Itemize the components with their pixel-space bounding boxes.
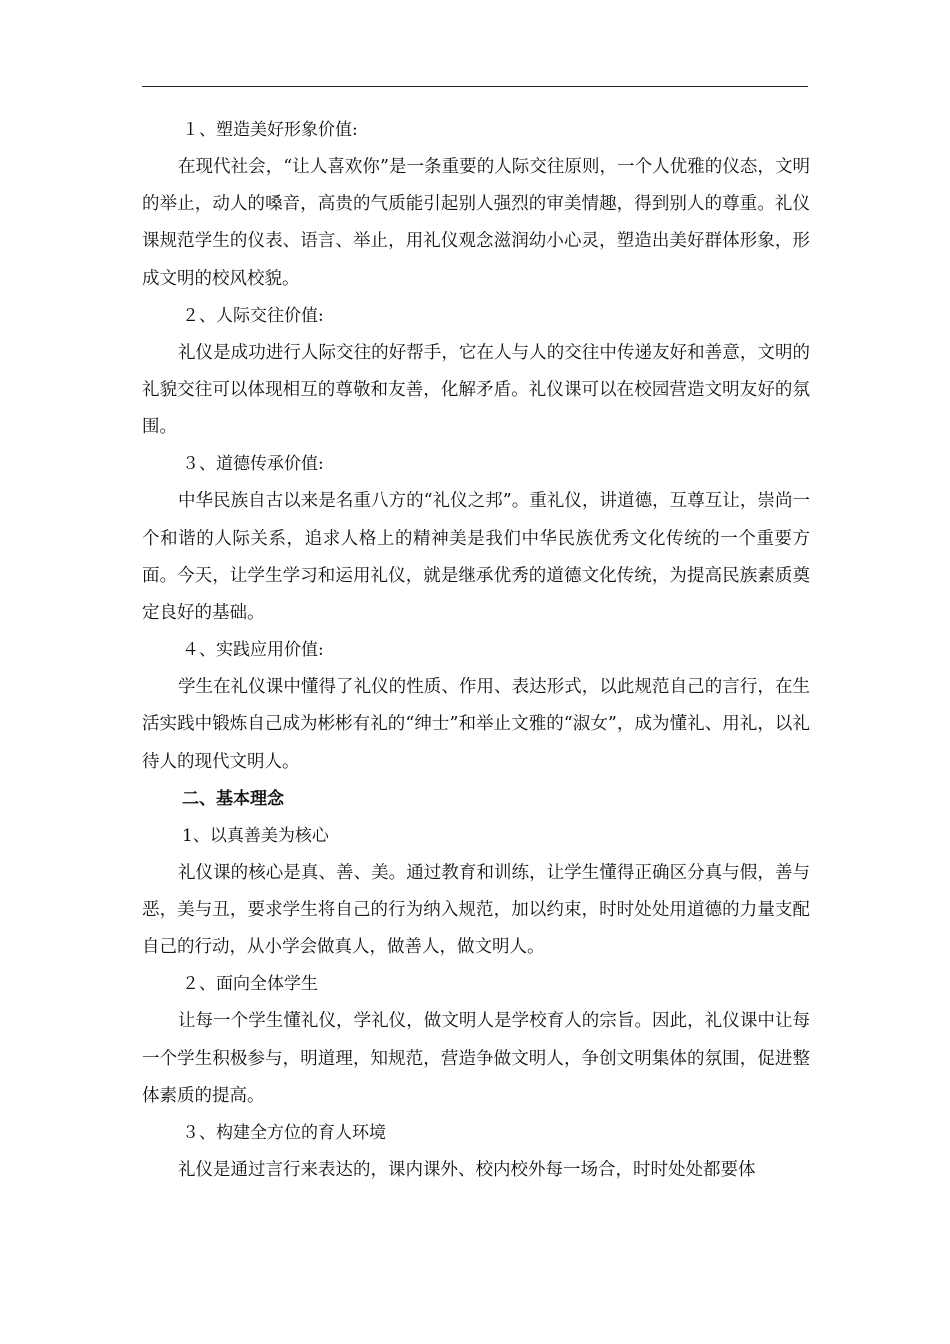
paragraph-practice-value: 学生在礼仪课中懂得了礼仪的性质、作用、表达形式，以此规范自己的言行，在生活实践中锻炼自己成为彬彬有礼的“绅士”和举止文雅的“淑女”，成为懂礼、用礼，以礼待人的现代文明人。 — [142, 677, 810, 772]
paragraph-image-value: 在现代社会，“让人喜欢你”是一条重要的人际交往原则，一个人优雅的仪态，文明的举止，动人的嗓音，高贵的气质能引起别人强烈的审美情趣，得到别人的尊重。礼仪课规范学生的仪表、语言、举止，用礼仪观念滋润幼小心灵，塑造出美好群体形象，形成文明的校风校貌。 — [142, 157, 810, 289]
heading-interpersonal-value: ２、人际交往价值: — [182, 305, 324, 326]
header-rule — [142, 86, 808, 87]
heading-practice-value: ４、实践应用价值: — [182, 640, 324, 661]
section-title-basic-concepts: 二、基本理念 — [182, 788, 284, 809]
paragraph-truth-goodness-beauty: 礼仪课的核心是真、善、美。通过教育和训练，让学生懂得正确区分真与假，善与恶，美与丑，要求学生将自己的行为纳入规范，加以约束，时时处处用道德的力量支配自己的行动，从小学会做真人，做善人，做文明人。 — [142, 862, 810, 958]
document-body — [142, 112, 810, 1189]
heading-moral-heritage-value: ３、道德传承价值: — [182, 454, 324, 475]
heading-education-environment: ３、构建全方位的育人环境 — [182, 1123, 386, 1144]
paragraph-all-students: 让每一个学生懂礼仪，学礼仪，做文明人是学校育人的宗旨。因此，礼仪课中让每一个学生积极参与，明道理，知规范，营造争做文明人，争创文明集体的氛围，促进整体素质的提高。 — [142, 1011, 810, 1106]
heading-truth-goodness-beauty: 1、以真善美为核心 — [182, 825, 329, 846]
paragraph-moral-heritage-value: 中华民族自古以来是名重八方的“礼仪之邦”。重礼仪，讲道德，互尊互让，崇尚一个和谐的人际关系，追求人格上的精神美是我们中华民族优秀文化传统的一个重要方面。今天，让学生学习和运用礼仪，就是继承优秀的道德文化传统，为提高民族素质奠定良好的基础。 — [142, 491, 810, 624]
heading-image-value: １、塑造美好形象价值: — [182, 120, 358, 140]
paragraph-interpersonal-value: 礼仪是成功进行人际交往的好帮手，它在人与人的交往中传递友好和善意，文明的礼貌交往可以体现相互的尊敬和友善，化解矛盾。礼仪课可以在校园营造文明友好的氛围。 — [142, 342, 810, 438]
paragraph-education-environment: 礼仪是通过言行来表达的，课内课外、校内校外每一场合，时时处处都要体 — [178, 1160, 756, 1181]
heading-all-students: ２、面向全体学生 — [182, 974, 318, 995]
